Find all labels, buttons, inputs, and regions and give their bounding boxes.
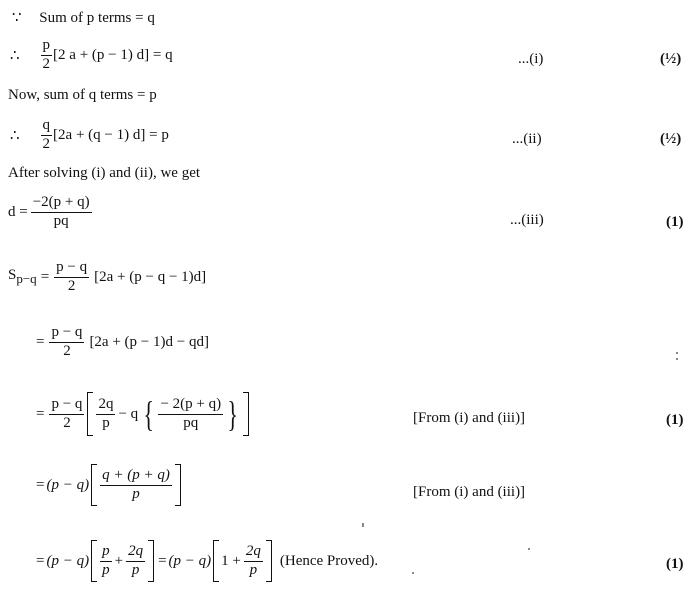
hence-proved-note: (Hence Proved). [279, 552, 379, 569]
equation-body: [2 a + (p − 1) d] = q [53, 46, 173, 63]
left-bracket [213, 540, 219, 582]
right-bracket [266, 540, 272, 582]
scan-speck [412, 572, 414, 574]
because-symbol: ∵ [12, 10, 22, 26]
fraction: $\frac{p}{p}$ [102, 542, 110, 578]
fraction: $\frac{p - q}{2}$ [51, 395, 83, 431]
left-brace: { [143, 394, 154, 434]
line-3: Now, sum of q terms = p [8, 87, 157, 103]
fraction: $\frac{q + (p + q)}{p}$ [102, 466, 170, 502]
line-8: = $\frac{p - q}{2}$ [2a + (p − 1)d − qd] [36, 324, 209, 359]
equation-body: [2a + (p − 1)d − qd] [89, 333, 209, 350]
fraction: $\frac{p - q}{2}$ [56, 259, 88, 294]
left-bracket [87, 392, 93, 436]
right-bracket [175, 464, 181, 506]
equation-body: [2a + (p − q − 1)d] [94, 268, 207, 285]
equation-ref-iii: ...(iii) [510, 212, 544, 228]
reference-note: [From (i) and (iii)] [413, 484, 526, 500]
line-7: $S_{p-q}$ = $\frac{p - q}{2}$ [2a + (p − q − 1)d] [8, 259, 207, 294]
therefore-symbol: ∴ [10, 47, 20, 64]
fraction: $\frac{2q}{p}$ [245, 542, 261, 578]
fraction: $\frac{q}{2}$ [42, 117, 51, 152]
line-1-text: Sum of p terms = q [39, 10, 155, 26]
mark-1: (½) [660, 51, 682, 67]
scan-speck [528, 548, 530, 550]
fraction: $\frac{2q}{p}$ [128, 542, 144, 578]
line-10: = (p − q) $\frac{q + (p + q)}{p}$ [36, 464, 183, 506]
reference-note: [From (i) and (iii)] [413, 410, 526, 426]
fraction: $\frac{2q}{p}$ [98, 395, 114, 431]
fraction: $\frac{-2(p + q)}{pq}$ [32, 194, 90, 229]
left-bracket [91, 540, 97, 582]
therefore-symbol: ∴ [10, 127, 20, 144]
mark-5: (1) [666, 556, 684, 572]
equation-ref-ii: ...(ii) [512, 131, 542, 147]
line-5: After solving (i) and (ii), we get [8, 165, 201, 181]
right-bracket [148, 540, 154, 582]
fraction: $\frac{- 2(p + q)}{pq}$ [160, 395, 222, 431]
scan-speck [676, 352, 678, 354]
mark-4: (1) [666, 412, 684, 428]
left-bracket [91, 464, 97, 506]
mark-2: (½) [660, 131, 682, 147]
line-4 [10, 118, 169, 153]
line-11: = (p − q) $\frac{p}{p}$ + $\frac{2q}{p}$ = (p − q) 1 + $\frac{2q}{p}$ (Hence Proved). [36, 540, 378, 582]
equation-ref-i: ...(i) [518, 51, 544, 67]
line-2 [10, 38, 173, 73]
mark-3: (1) [666, 214, 684, 230]
scan-speck [362, 523, 364, 527]
equation-body: [2a + (q − 1) d] = p [53, 126, 169, 143]
right-brace: } [227, 394, 238, 434]
line-1 [12, 8, 155, 27]
fraction: $\frac{p}{2}$ [42, 37, 51, 72]
scan-speck [676, 358, 678, 360]
line-6: d = $\frac{-2(p + q)}{pq}$ [8, 194, 90, 229]
line-9: = $\frac{p - q}{2}$ $\frac{2q}{p}$ − q { $\frac{- 2(p + q)}{pq}$ } [36, 392, 251, 436]
right-bracket [243, 392, 249, 436]
fraction: $\frac{p - q}{2}$ [51, 324, 83, 359]
